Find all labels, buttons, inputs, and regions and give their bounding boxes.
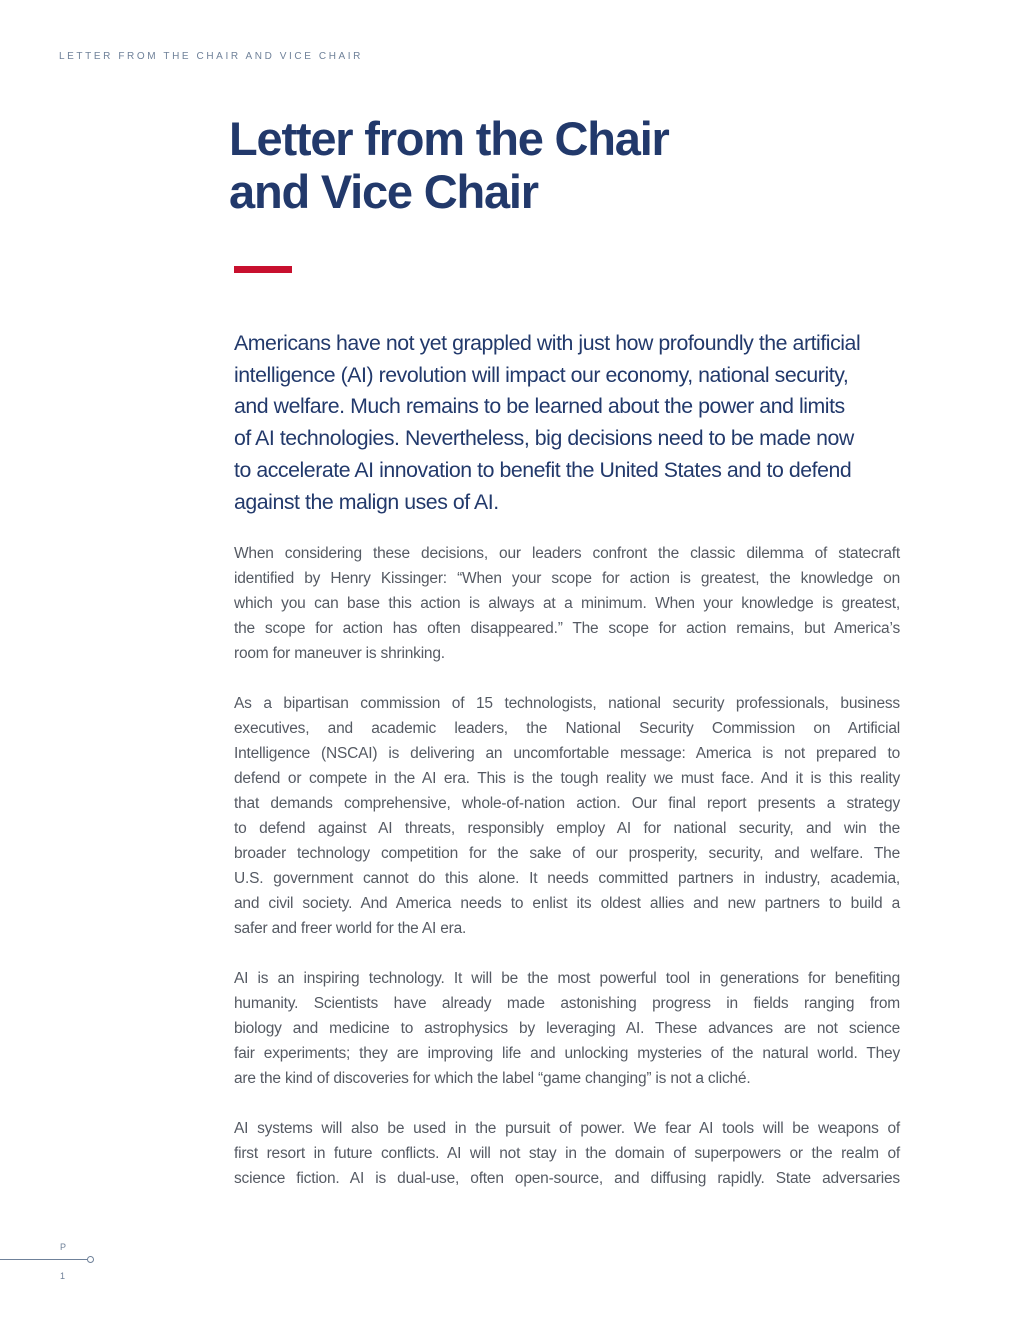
body-paragraph-power xyxy=(234,1116,900,1191)
text-line: identified by Henry Kissinger: “When your scope for action is greatest, the knowledge on xyxy=(234,570,900,587)
lead-paragraph xyxy=(234,328,904,518)
text-line: are the kind of discoveries for which the label “game changing” is not a cliché. xyxy=(234,1070,751,1087)
title-line: Letter from the Chair xyxy=(229,112,669,165)
lead-line: against the malign uses of AI. xyxy=(234,489,499,514)
page-title xyxy=(229,112,869,218)
text-line: science fiction. AI is dual-use, often open-source, and diffusing rapidly. State adversaries xyxy=(234,1170,900,1187)
text-line: When considering these decisions, our leaders confront the classic dilemma of statecraft xyxy=(234,545,900,562)
lead-line: Americans have not yet grappled with just how profoundly the artificial xyxy=(234,331,861,355)
lead-line: of AI technologies. Nevertheless, big decisions need to be made now xyxy=(234,426,854,451)
page-number: 1 xyxy=(60,1271,66,1281)
text-line: and civil society. And America needs to enlist its oldest allies and new partners to build a xyxy=(234,895,900,912)
text-line: fair experiments; they are improving life and unlocking mysteries of the natural world. They xyxy=(234,1045,900,1062)
lead-line: intelligence (AI) revolution will impact our economy, national security, xyxy=(234,362,849,387)
lead-line: to accelerate AI innovation to benefit the United States and to defend xyxy=(234,457,852,482)
text-line: executives, and academic leaders, the National Security Commission on Artificial xyxy=(234,720,900,737)
accent-divider xyxy=(234,266,292,273)
text-line: safer and freer world for the AI era. xyxy=(234,920,467,937)
text-line: humanity. Scientists have already made astonishing progress in fields ranging from xyxy=(234,995,900,1012)
text-line: As a bipartisan commission of 15 technologists, national security professionals, business xyxy=(234,695,900,712)
page-marker-label: P xyxy=(60,1242,67,1252)
text-line: AI systems will also be used in the pursuit of power. We fear AI tools will be weapons of xyxy=(234,1120,900,1137)
text-line: defend or compete in the AI era. This is the tough reality we must face. And it is this reality xyxy=(234,770,900,787)
text-line: U.S. government cannot do this alone. It needs committed partners in industry, academia, xyxy=(234,870,900,887)
lead-line: and welfare. Much remains to be learned about the power and limits xyxy=(234,394,845,419)
text-line: which you can base this action is always at a minimum. When your knowledge is greatest, xyxy=(234,595,900,612)
body-paragraph-commission xyxy=(234,691,900,941)
text-line: broader technology competition for the sake of our prosperity, security, and welfare. The xyxy=(234,845,900,862)
text-line: that demands comprehensive, whole-of-nation action. Our final report presents a strategy xyxy=(234,795,900,812)
running-header: LETTER FROM THE CHAIR AND VICE CHAIR xyxy=(59,51,363,62)
page-marker-line xyxy=(0,1259,88,1260)
text-line: room for maneuver is shrinking. xyxy=(234,645,445,662)
text-line: AI is an inspiring technology. It will be the most powerful tool in generations for benefiting xyxy=(234,970,900,987)
text-line: biology and medicine to astrophysics by leveraging AI. These advances are not science xyxy=(234,1020,900,1037)
text-line: first resort in future conflicts. AI will not stay in the domain of superpowers or the realm of xyxy=(234,1145,900,1162)
page-marker-dot xyxy=(87,1256,94,1263)
body-paragraph-kissinger xyxy=(234,541,900,666)
text-line: Intelligence (NSCAI) is delivering an uncomfortable message: America is not prepared to xyxy=(234,745,900,762)
title-line: and Vice Chair xyxy=(229,165,538,218)
body-paragraph-inspiring xyxy=(234,966,900,1091)
text-line: the scope for action has often disappeared.” The scope for action remains, but America’s xyxy=(234,620,900,637)
text-line: to defend against AI threats, responsibly employ AI for national security, and win the xyxy=(234,820,900,837)
